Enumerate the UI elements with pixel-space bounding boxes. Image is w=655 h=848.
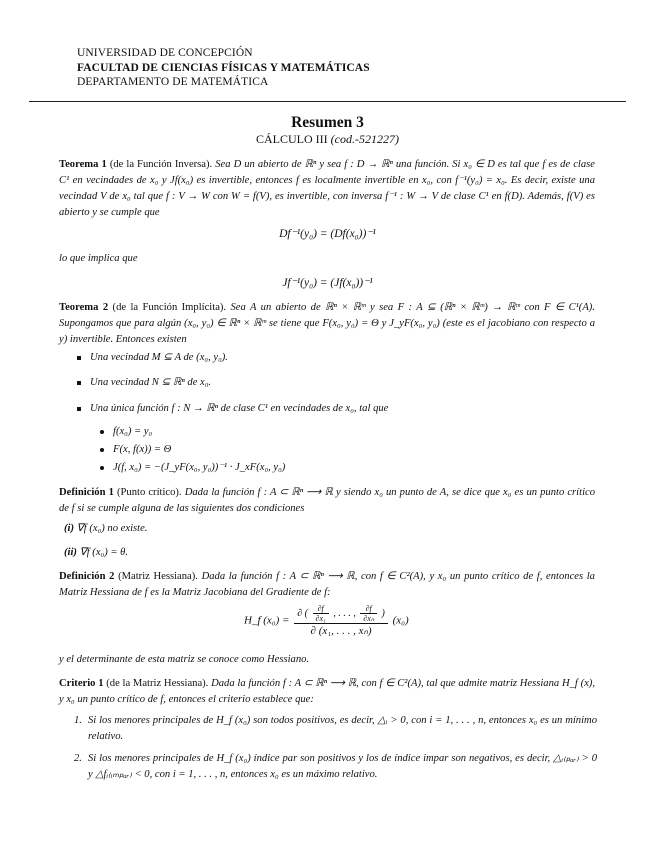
page-title: Resumen 3 xyxy=(291,114,364,131)
definicion-2 xyxy=(59,569,595,601)
teorema-1-label: Teorema 1 xyxy=(59,159,107,170)
course-name: CÁLCULO III xyxy=(256,132,328,146)
criterio-1-text: Dada la función f : A ⊂ ℝⁿ ⟶ ℝ, con f ∈ C²(A), tal que admite matriz Hessiana H_f (x), y x₀ un punto crítico de f, entonces el criterio establece que: xyxy=(59,678,595,705)
round-bullet-icon xyxy=(100,466,104,470)
definicion-2-label: Definición 2 xyxy=(59,571,115,582)
teorema-1-text: Sea D un abierto de ℝⁿ y sea f : D → ℝⁿ una función. Si x₀ ∈ D es tal que f es de clase C¹ en vecindades de x₀ y Jf(x₀) es invertible, entonces f es localmente invertible en x₀, con f⁻¹(y₀) = x₀. Es decir, existe una vecindad V de x₀ tal que f : V → W con W = f(V), es invertible, con inversa f⁻¹ : W → V de clase C¹ en f(D). Además, f(V) es abierto y se cumple que xyxy=(59,159,595,218)
teorema-1-name: (de la Función Inversa). xyxy=(109,159,213,170)
teorema-2-label: Teorema 2 xyxy=(59,302,109,313)
criterio-1-label: Criterio 1 xyxy=(59,678,104,689)
teorema-1 xyxy=(59,157,595,221)
definicion-1-text: Dada la función f : A ⊂ ℝⁿ ⟶ ℝ y siendo x₀ un punto de A, se dice que x₀ es un punto crítico de f si se cumple alguna de las siguientes dos condiciones xyxy=(59,487,596,514)
list-item: (ii) ∇f (x₀) = θ. xyxy=(64,547,129,558)
teorema-2-text: Sea A un abierto de ℝⁿ × ℝᵐ y sea F : A ⊆ (ℝⁿ × ℝᵐ) → ℝᵐ con F ∈ C¹(A). Supongamos que para algún (x₀, y₀) ∈ ℝⁿ × ℝᵐ se tiene que F(x₀, y₀) = Θ y J_yF(x₀, y₀) (este es el jacobiano con respecto a y) invertible. Entonces existen xyxy=(59,302,595,345)
teorema-1-implies: lo que implica que xyxy=(59,253,138,264)
list-item: Una vecindad N ⊆ ℝⁿ de x₀. xyxy=(77,375,211,391)
criterio-1 xyxy=(59,676,595,708)
course-subtitle xyxy=(0,132,655,147)
institution-header xyxy=(77,46,370,90)
round-bullet-icon xyxy=(100,430,104,434)
definicion-2-name: (Matriz Hessiana). xyxy=(118,571,198,582)
definicion-1 xyxy=(59,485,595,517)
sub-list-item: J(f, x₀) = −(J_yF(x₀, y₀))⁻¹ · J_xF(x₀, y₀) xyxy=(100,460,285,476)
list-item: 1. Si los menores principales de H_f (x₀) son todos positivos, es decir, △ᵢ > 0, con i = 1, . . . , n, entonces x₀ es un mínimo relativo. xyxy=(74,715,597,742)
list-item: Una vecindad M ⊆ A de (x₀, y₀). xyxy=(77,350,228,366)
hessian-equation: H_f (x₀) = ∂ ( $\frac{\partial f}{\text{∂x₁}}$ , . . . , $\frac{\partial f}{\text{∂xₙ}}$ ) ∂ (x₁, . . . , xₙ) (x₀) xyxy=(244,604,409,637)
criterio-1-name: (de la Matriz Hessiana). xyxy=(106,678,209,689)
course-code: (cod.-521227) xyxy=(330,132,399,146)
square-bullet-icon xyxy=(77,381,81,385)
definicion-2-after: y el determinante de esta matriz se conoce como Hessiano. xyxy=(59,654,310,665)
sub-list-item: f(x₀) = y₀ xyxy=(100,424,152,440)
faculty-name: FACULTAD DE CIENCIAS FÍSICAS Y MATEMÁTICAS xyxy=(77,61,370,74)
department-name: DEPARTAMENTO DE MATEMÁTICA xyxy=(77,76,269,88)
teorema-1-equation-2: Jf⁻¹(y₀) = (Jf(x₀))⁻¹ xyxy=(282,277,373,289)
teorema-2-name: (de la Función Implícita). xyxy=(112,302,227,313)
sub-list-item: F(x, f(x)) = Θ xyxy=(100,442,171,458)
round-bullet-icon xyxy=(100,448,104,452)
definicion-2-text: Dada la función f : A ⊂ ℝⁿ ⟶ ℝ, con f ∈ C²(A), y x₀ un punto crítico de f, entonces la Matriz Hessiana de f es la Matriz Jacobiana del Gradiente de f: xyxy=(59,571,595,598)
list-item: Una única función f : N → ℝⁿ de clase C¹ en vecindades de x₀, tal que xyxy=(77,401,388,417)
hessian-fraction: ∂ ( $\frac{\partial f}{\text{∂x₁}}$ , . . . , $\frac{\partial f}{\text{∂xₙ}}$ ) ∂ (x₁, . . . , xₙ) xyxy=(294,604,388,637)
square-bullet-icon xyxy=(77,356,81,360)
teorema-1-equation-1: Df⁻¹(y₀) = (Df(x₀))⁻¹ xyxy=(279,228,376,240)
header-rule xyxy=(29,101,626,102)
definicion-1-name: (Punto crítico). xyxy=(117,487,182,498)
definicion-1-label: Definición 1 xyxy=(59,487,114,498)
square-bullet-icon xyxy=(77,407,81,411)
list-item: (i) ∇f (x₀) no existe. xyxy=(64,523,148,534)
list-item: 2. Si los menores principales de H_f (x₀) índice par son positivos y los de índice impar son negativos, es decir, △ᵢ₍ₚₐᵣ₎ > 0 y △fᵢ₍ᵢₘₚₐᵣ₎ < 0, con i = 1, . . . , n, entonces x₀ es un máximo relativo. xyxy=(74,753,597,780)
teorema-2 xyxy=(59,300,595,348)
university-name: UNIVERSIDAD DE CONCEPCIÓN xyxy=(77,47,253,59)
